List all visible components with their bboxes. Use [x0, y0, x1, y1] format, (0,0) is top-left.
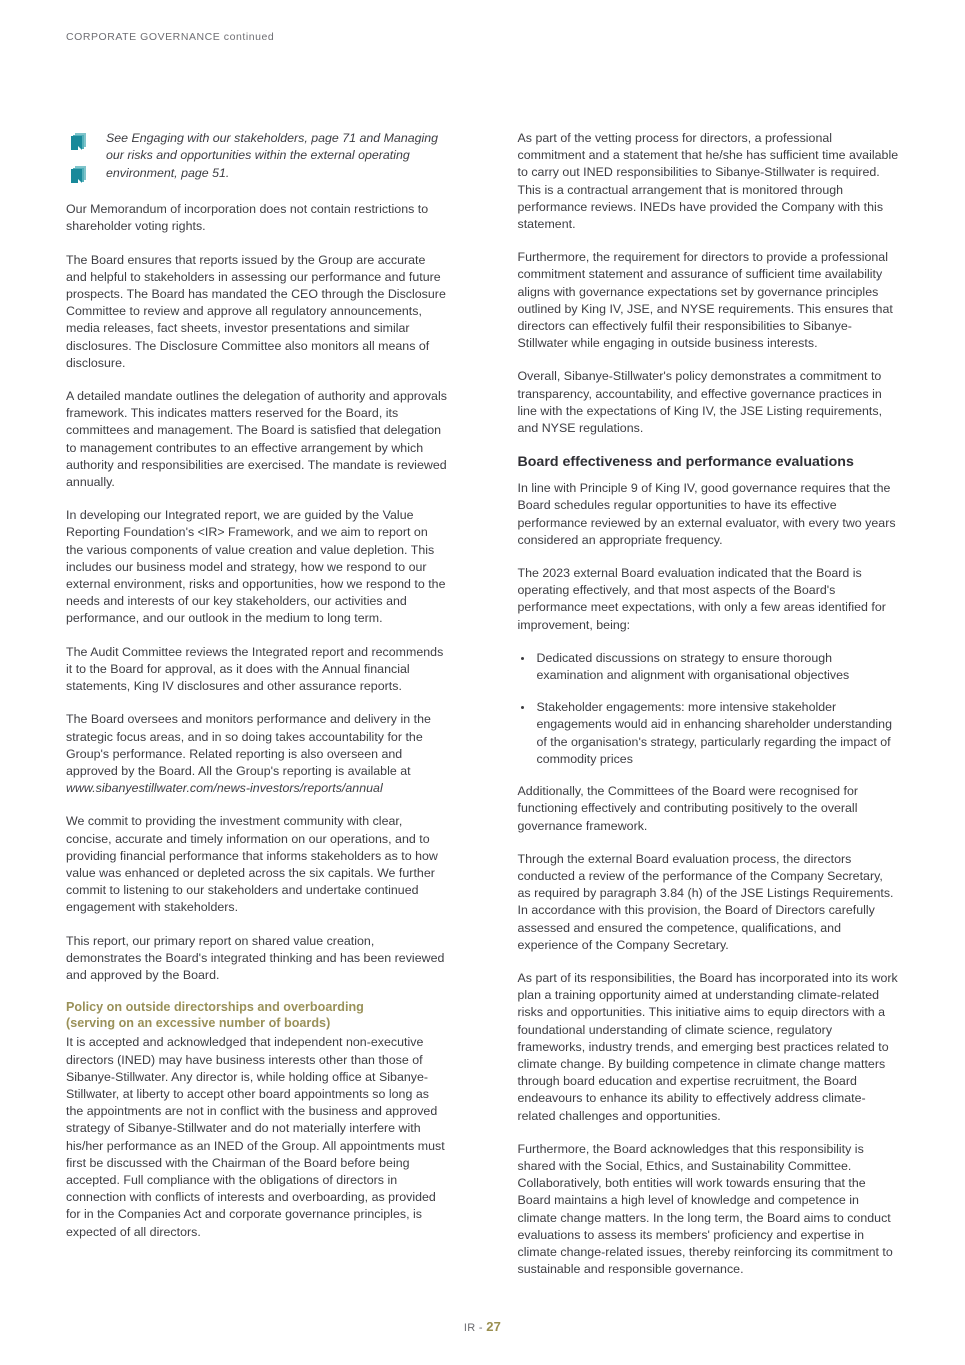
bullet-dot-icon	[521, 657, 524, 660]
paragraph: This report, our primary report on shared value creation, demonstrates the Board's integrated thinking and has been reviewed and approved by the Board.	[66, 933, 445, 982]
paragraph: Overall, Sibanye-Stillwater's policy demonstrates a commitment to transparency, accountability, and effective governance practices in line with the expectations of King IV, the JSE Listing requirements, and NYSE regulations.	[517, 369, 883, 436]
paragraph: Additionally, the Committees of the Board were recognised for functioning effectively and contributing positively to the overall governance framework.	[517, 784, 859, 833]
list-item	[518, 699, 900, 768]
paragraph: Through the external Board evaluation process, the directors conducted a review of the performance of the Company Secretary, as required by paragraph 3.84 (h) of the JSE Listings Requirements. In accordance with this provision, the Board of Directors carefully assessed and ensured the competence, qualifications, and experience of the Company Secretary.	[517, 851, 894, 952]
board-effectiveness-heading: Board effectiveness and performance evaluations	[517, 454, 854, 471]
improvement-areas-list	[518, 650, 900, 768]
paragraph: Furthermore, the requirement for directors to provide a professional commitment statement and assurance of sufficient time availability aligns with governance expectations set by governance principles outlined by King IV, JSE, and NYSE requirements. This ensures that directors can effectively fulfil their responsibilities to Sibanye-Stillwater while engaging in outside business interests.	[517, 250, 893, 351]
paragraph: Our Memorandum of incorporation does not contain restrictions to shareholder voting rights.	[66, 202, 429, 234]
paragraph: A detailed mandate outlines the delegation of authority and approvals framework. This indicates matters reserved for the Board, its committees and management. The Board is satisfied that delegation to management contributes to an effective arrangement by which authority and responsibilities are exercised. The mandate is reviewed annually.	[66, 389, 447, 490]
bullet-dot-icon	[521, 706, 524, 709]
paragraph: In line with Principle 9 of King IV, good governance requires that the Board schedules regular opportunities to have its effective performance reviewed by an external evaluator, with every two years considered an appropriate frequency.	[517, 481, 896, 547]
paragraph: As part of its responsibilities, the Board has incorporated into its work plan a training opportunity aimed at understanding climate-related risks and opportunities. This initiative aims to equip directors with a foundational understanding of climate science, regulatory frameworks, industry trends, and emerging best practices related to climate change. By building competence in climate change matters through board education and expertise recruitment, the Board endeavours to enhance its ability to effectively address climate-related challenges and opportunities.	[517, 970, 898, 1123]
paragraph: It is accepted and acknowledged that independent non-executive directors (INED) may have business interests other than those of Sibanye-Stillwater. Any director is, while holding office at Sibanye-Stillwater, at liberty to accept other board appointments so long as the appointments are not in conflict with the business and approved strategy of Sibanye-Stillwater and do not materially interfere with his/her performance as an INED of the Group. All appointments must first be discussed with the Chairman of the Board before being accepted. Full compliance with the obligations of directors in connection with conflicts of interests and overboarding, as provided for in the Companies Act and corporate governance principles, is expected of all directors.	[66, 1035, 445, 1239]
footer-prefix: IR -	[463, 1322, 483, 1334]
list-item-text: Stakeholder engagements: more intensive stakeholder engagements would aid in enhancing shareholder understanding of the organisation's strategy, particularly regarding the impact of commodity prices	[536, 700, 892, 766]
paragraph: The Audit Committee reviews the Integrated report and recommends it to the Board for approval, as it does with the Annual financial statements, King IV disclosures and other assurance reports.	[66, 644, 444, 694]
page-number: 27	[486, 1319, 502, 1334]
paragraph: As part of the vetting process for directors, a professional commitment and a statement that he/she has sufficient time available to carry out INED responsibilities to Sibanye-Stillwater is required. This is a contractual arrangement that is monitored through performance reviews. INEDs have provided the Company with this statement.	[517, 131, 899, 232]
policy-heading-line-1: Policy on outside directorships and overboarding	[66, 1000, 364, 1015]
paragraph: The Board ensures that reports issued by the Group are accurate and helpful to stakeholders in assessing our performance and future prospects. The Board has mandated the CEO through the Disclosure Committee to review and approve all regulatory announcements, media releases, fact sheets, investor presentations and similar disclosures. The Disclosure Committee also monitors all means of disclosure.	[66, 252, 446, 370]
policy-section-heading	[66, 1000, 448, 1031]
left-column	[66, 130, 448, 1278]
document-stack-icon	[71, 133, 86, 151]
list-item-text: Dedicated discussions on strategy to ensure thorough examination and alignment with organisational objectives	[536, 650, 850, 683]
cross-reference-callout	[66, 130, 448, 182]
list-item	[518, 650, 900, 684]
policy-heading-line-2: (serving on an excessive number of boards)	[66, 1015, 331, 1030]
paragraph: We commit to providing the investment community with clear, concise, accurate and timely information on our operations, and to providing financial performance that informs stakeholders as to how value was enhanced or depleted across the six capitals. We further commit to listening to our stakeholders and undertake continued engagement with stakeholders.	[66, 814, 438, 915]
annual-report-url[interactable]: www.sibanyestillwater.com/news-investors/reports/annual	[66, 781, 383, 796]
paragraph-with-link	[66, 711, 448, 797]
paragraph: In developing our Integrated report, we are guided by the Value Reporting Foundation's <IR> Framework, and we aim to report on the various components of value creation and value depletion. This includes our business model and strategy, how we respond to our external environment, risks and opportunities, how we respond to the needs and interests of our key stakeholders, our activities and performance, and our outlook in the medium to long term.	[66, 508, 446, 626]
paragraph-lead-text: The Board oversees and monitors performance and delivery in the strategic focus areas, and in so doing takes accountability for the Group's performance. Related reporting is also overseen and approved by the Board. All the Group's reporting is available at	[66, 712, 431, 778]
right-column	[518, 130, 900, 1278]
running-header: CORPORATE GOVERNANCE continued	[66, 31, 275, 43]
document-stack-icon	[71, 166, 86, 184]
two-column-body	[66, 130, 899, 1278]
paragraph: The 2023 external Board evaluation indicated that the Board is operating effectively, and that most aspects of the Board's performance meet expectations, with only a few areas identified for improvement, being:	[517, 566, 886, 632]
page-footer	[0, 1319, 965, 1334]
paragraph: Furthermore, the Board acknowledges that this responsibility is shared with the Social, Ethics, and Sustainability Committee. Collaboratively, both entities will work towards ensuring that the Board maintains a high level of knowledge and competence in climate change matters. In the long term, the Board aims to conduct evaluations to assess its members' proficiency and expertise in climate change-related issues, thereby reinforcing its commitment to sustainable and responsible governance.	[517, 1141, 893, 1277]
cross-reference-text: See Engaging with our stakeholders, page 71 and Managing our risks and opportunities within the external operating environment, page 51.	[106, 131, 439, 180]
